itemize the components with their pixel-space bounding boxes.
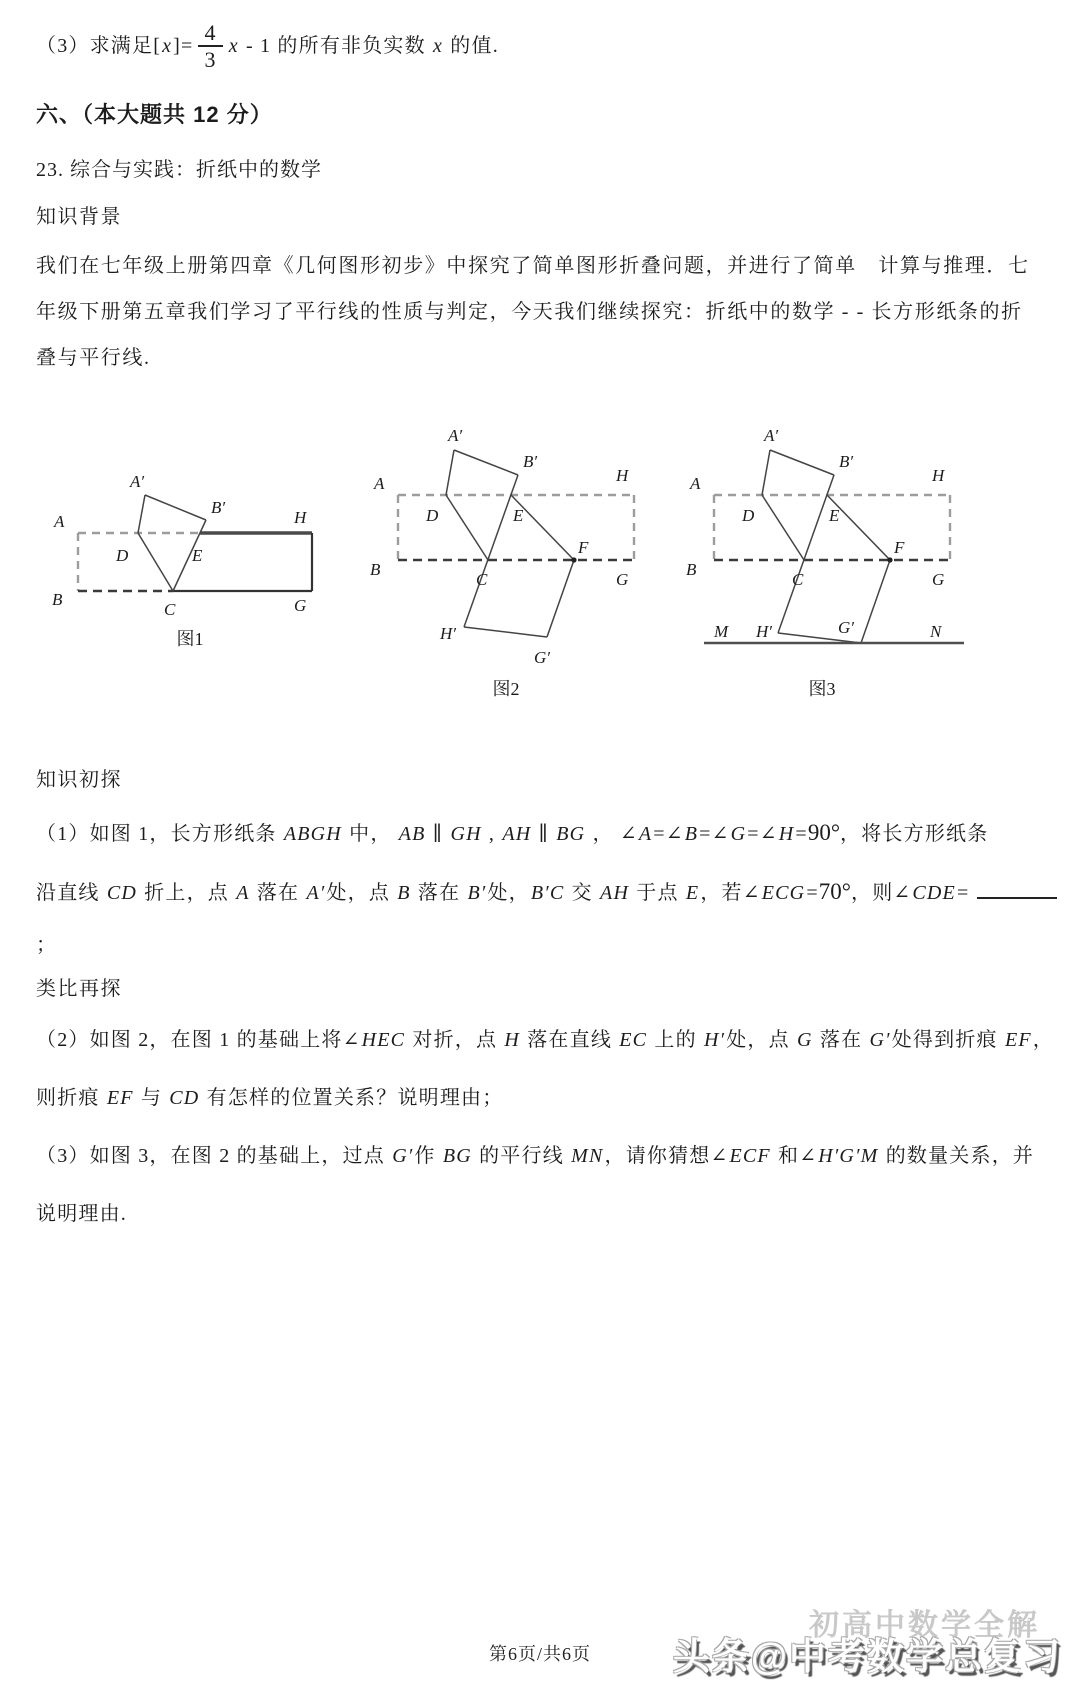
fig3-label-B-prime: B′: [839, 452, 854, 471]
fig1-label-G: G: [294, 596, 307, 615]
problem3-before: （3）求满足[x]=: [36, 35, 194, 57]
fraction-numerator: 4: [198, 21, 222, 47]
fig3-rectangle-edges: [714, 495, 950, 560]
fig2-label-F: F: [578, 538, 589, 557]
fig1-label-H: H: [294, 508, 307, 527]
fig1-label-D: D: [116, 546, 129, 565]
fraction-4-3: [198, 21, 222, 71]
fig2-label-B: B: [370, 560, 381, 579]
fig1-label-B: B: [52, 590, 63, 609]
question3-line-2: 说明理由.: [36, 1203, 127, 1225]
fig2-label-A: A: [374, 474, 385, 493]
fig3-labels: [686, 426, 946, 641]
fig1-label-C: C: [164, 600, 176, 619]
fig3-label-B: B: [686, 560, 697, 579]
analogy-heading: 类比再探: [36, 978, 122, 1000]
figure-1: [40, 405, 340, 705]
fig2-label-H-prime: H′: [440, 624, 456, 643]
figure-2: [356, 405, 656, 705]
page-number: 第6页/共6页: [488, 1644, 591, 1664]
fig2-label-G: G: [616, 570, 629, 589]
figure2-svg: [356, 405, 656, 705]
fig3-label-M: M: [714, 622, 729, 641]
question1-line-2: 沿直线 CD 折上，点 A 落在 A′处，点 B 落在 B′处，B′C 交 AH 于点 E，若∠ECG=70°，则∠CDE=: [36, 863, 1052, 922]
fig1-caption: 图1: [176, 629, 204, 649]
question1-line-1: （1）如图 1，长方形纸条 ABGH 中， AB ∥ GH , AH ∥ BG ， ∠A=∠B=∠G=∠H=90°，将长方形纸条: [36, 820, 989, 845]
background-line-3: 叠与平行线.: [36, 347, 151, 369]
fig3-label-G-prime: G′: [838, 618, 854, 637]
fig2-rectangle-edges: [398, 495, 634, 560]
fig2-label-E: E: [513, 506, 524, 525]
fig2-point-F-dot: [571, 557, 576, 562]
semicolon-line: ；: [36, 934, 56, 956]
fig3-caption: 图3: [808, 679, 836, 699]
fig3-label-A-prime: A′: [764, 426, 779, 445]
background-heading: 知识背景: [36, 206, 122, 228]
fig3-label-G: G: [932, 570, 945, 589]
fig1-fold-lines: [138, 495, 206, 591]
fig2-caption: 图2: [492, 679, 520, 699]
explore-heading: 知识初探: [36, 769, 122, 791]
fig3-label-A: A: [690, 474, 701, 493]
background-line-1: 我们在七年级上册第四章《几何图形初步》中探究了简单图形折叠问题，并进行了简单 计算与推理．七: [36, 255, 1030, 277]
fig2-fold-lines: [446, 450, 577, 637]
figure-3: [672, 405, 972, 705]
fraction-denominator: 3: [204, 47, 217, 72]
watermark-background-text: 初高中数学全解: [809, 1609, 1040, 1642]
fig1-label-E: E: [192, 546, 203, 565]
fig2-label-H: H: [616, 466, 629, 485]
fig2-label-C: C: [476, 570, 488, 589]
figures-row: [40, 405, 1052, 705]
fig2-label-B-prime: B′: [523, 452, 538, 471]
watermark-foreground-text: 头条@中考数学总复习: [672, 1636, 1062, 1677]
fig1-label-B-prime: B′: [211, 498, 226, 517]
fig3-fold-lines: [762, 450, 893, 643]
fig2-label-A-prime: A′: [448, 426, 463, 445]
fig3-label-H-prime: H′: [756, 622, 772, 641]
fig1-label-A: A: [54, 512, 65, 531]
fig3-label-H: H: [932, 466, 945, 485]
question2-line-1: （2）如图 2，在图 1 的基础上将∠HEC 对折，点 H 落在直线 EC 上的 H′处，点 G 落在 G′处得到折痕 EF，: [36, 1029, 1054, 1051]
figure1-svg: [40, 405, 340, 705]
fig3-point-F-dot: [887, 557, 892, 562]
fig3-label-E: E: [829, 506, 840, 525]
question23-title: 23. 综合与实践：折纸中的数学: [36, 159, 322, 181]
fig3-label-D: D: [742, 506, 755, 525]
fig1-labels: [52, 472, 308, 619]
fig3-label-F: F: [894, 538, 905, 557]
background-line-2: 年级下册第五章我们学习了平行线的性质与判定，今天我们继续探究：折纸中的数学 - - 长方形纸条的折: [36, 301, 1023, 323]
figure3-svg: [672, 405, 972, 705]
problem3-line: [36, 10, 1052, 82]
fig1-label-A-prime: A′: [130, 472, 145, 491]
fig3-label-C: C: [792, 570, 804, 589]
problem3-after: x - 1 的所有非负实数 x 的值.: [228, 35, 499, 57]
section-six-heading: 六、（本大题共 12 分）: [36, 102, 273, 127]
question3-line-1: （3）如图 3，在图 2 的基础上，过点 G′作 BG 的平行线 MN，请你猜想∠ECF 和∠H′G′M 的数量关系，并: [36, 1145, 1035, 1167]
fig2-label-G-prime: G′: [534, 648, 550, 667]
fig2-label-D: D: [426, 506, 439, 525]
fig3-label-N: N: [930, 622, 942, 641]
question2-line-2: 则折痕 EF 与 CD 有怎样的位置关系？说明理由；: [36, 1087, 504, 1109]
background-paragraph: [36, 243, 1052, 381]
